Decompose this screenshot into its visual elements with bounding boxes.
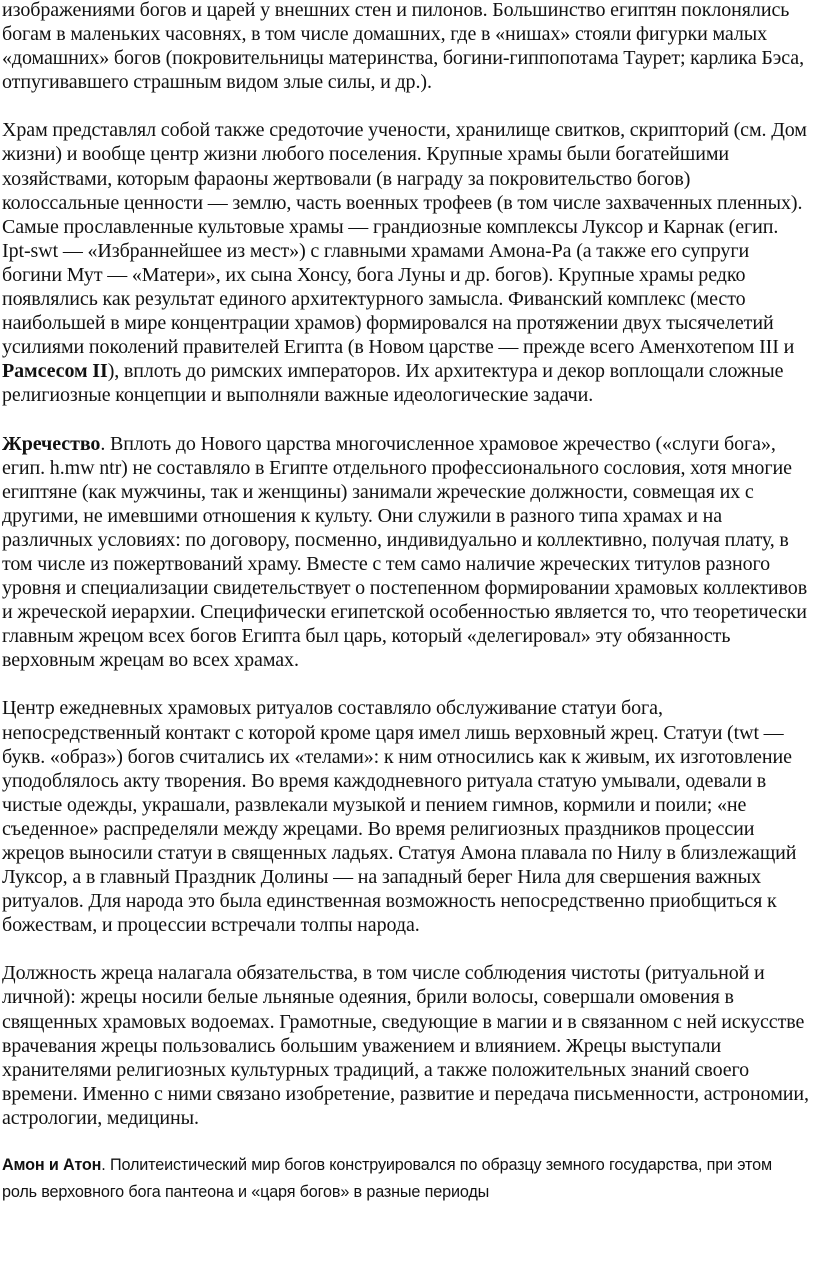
paragraph-spacer	[2, 408, 810, 432]
paragraph-priesthood-text: . Вплоть до Нового царства многочисленное храмовое жречество («слуги бога», егип. h.mw ntr) не составляло в Египте отдельного профессионального сословия, хотя многие египтяне (как мужчины, так и женщины) занимали жреческие должности, совмещая их с другими, не имевшими отношения к культу. Они служили в разного типа храмах и на различных условиях: по договору, посменно, индивидуально и коллективно, получая плату, в том числе из пожертвований храму. Вместе с тем само наличие жреческих титулов разного уровня и специализации свидетельствует о постепенном формировании храмовых коллективов и жреческой иерархии. Специфически египетской особенностью является то, что теоретически главным жрецом всех богов Египта был царь, который «делегировал» эту обязанность верховным жрецам во всех храмах.	[2, 432, 808, 672]
paragraph-temple-role	[2, 118, 810, 407]
paragraph-amun-aten	[2, 1152, 810, 1206]
paragraph-amun-aten-text: . Политеистический мир богов конструировался по образцу земного государства, при этом роль верховного бога пантеона и «царя богов» в разные периоды	[2, 1156, 772, 1202]
section-heading-amun-aten: Амон и Атон	[2, 1156, 102, 1175]
paragraph-priest-duties: Должность жреца налагала обязательства, в том числе соблюдения чистоты (ритуальной и личной): жрецы носили белые льняные одеяния, брили волосы, совершали омовения в священных храмовых водоемах. Грамотные, сведующие в магии и в связанном с ней искусстве врачевания жрецы пользовались большим уважением и влиянием. Жрецы выступали хранителями религиозных культурных традиций, а также положительных знаний своего времени. Именно с ними связано изобретение, развитие и передача письменности, астрономии, астрологии, медицины.	[2, 962, 809, 1129]
section-heading-priesthood: Жречество	[2, 432, 101, 455]
paragraph-priesthood	[2, 432, 810, 673]
paragraph-daily-rituals: Центр ежедневных храмовых ритуалов составляло обслуживание статуи бога, непосредственный контакт с которой кроме царя имел лишь верховный жрец. Статуи (twt — букв. «образ») богов считались их «телами»: к ним относились как к живым, их изготовление уподоблялось акту творения. Во время каждодневного ритуала статую умывали, одевали в чистые одежды, украшали, развлекали музыкой и пением гимнов, кормили и поили; «не съеденное» распределяли между жрецами. Во время религиозных праздников процессии жрецов выносили статуи в священных ладьях. Статуя Амона плавала по Нилу в близлежащий Луксор, а в главный Праздник Долины — на западный берег Нила для свершения важных ритуалов. Для народа это была единственная возможность непосредственно приобщиться к божествам, и процессии встречали толпы народа.	[2, 697, 797, 937]
paragraph-temple-role-end: ), вплоть до римских императоров. Их архитектура и декор воплощали сложные религиозные концепции и выполняли важные идеологические задачи.	[2, 360, 784, 407]
paragraph-temple-role-text: Храм представлял собой также средоточие учености, хранилище свитков, скрипторий (см. Дом жизни) и вообще центр жизни любого поселения. Крупные храмы были богатейшими хозяйствами, которым фараоны жертвовали (в награду за покровительство богов) колоссальные ценности — землю, часть военных трофеев (в том числе захваченных пленных). Самые прославленные культовые храмы — грандиозные комплексы Луксор и Карнак (егип. Ipt-swt — «Избраннейшее из мест») с главными храмами Амона-Ра (а также его супруги богини Мут — «Матери», их сына Хонсу, бога Луны и др. богов). Крупные храмы редко появлялись как результат единого архитектурного замысла. Фиванский комплекс (место наибольшей в мире концентрации храмов) формировался на протяжении двух тысячелетий усилиями поколений правителей Египта (в Новом царстве — прежде всего Аменхотепом III и	[2, 119, 807, 359]
paragraph-spacer	[2, 672, 810, 696]
paragraph-spacer	[2, 937, 810, 961]
ramesses-link[interactable]: Рамсесом II	[2, 360, 108, 383]
paragraph-spacer	[2, 94, 810, 118]
paragraph-spacer	[2, 1130, 810, 1152]
paragraph-household-gods: изображениями богов и царей у внешних стен и пилонов. Большинство египтян поклонялись богам в маленьких часовнях, в том числе домашних, где в «нишах» стояли фигурки малых «домашних» богов (покровительницы материнства, богини-гиппопотама Таурет; карлика Бэса, отпугивавшего страшным видом злые силы, и др.).	[2, 0, 805, 94]
